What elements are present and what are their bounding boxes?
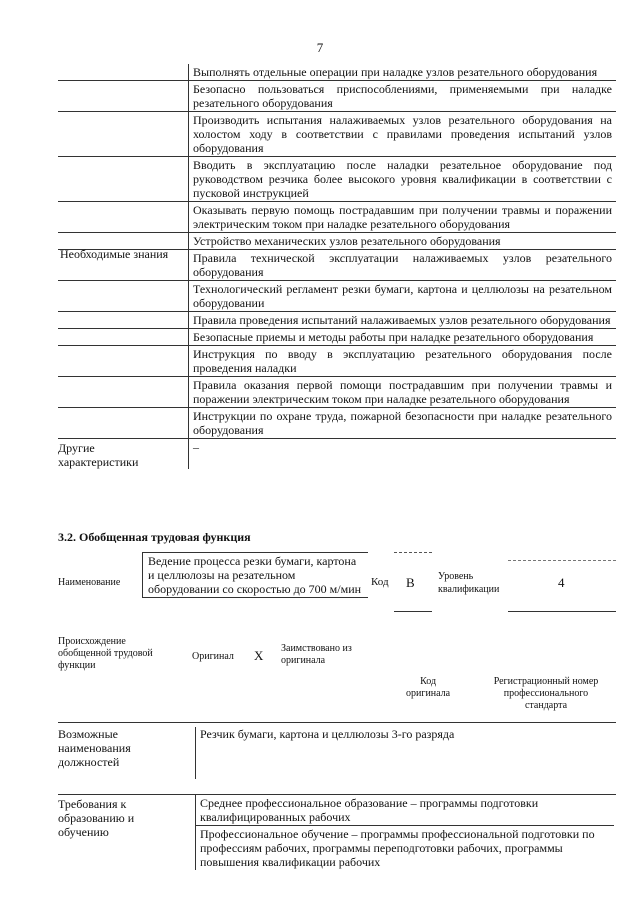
section-title: 3.2. Обобщенная трудовая функция	[58, 530, 251, 544]
table-row	[58, 112, 616, 157]
knowledge-item: Инструкции по охране труда, пожарной безопасности при наладке резательного оборудования	[188, 408, 616, 438]
skills-knowledge-table	[58, 64, 616, 469]
job-titles-row	[58, 722, 616, 783]
other-characteristics-row	[58, 439, 616, 469]
other-characteristics-label: Другие характеристики	[58, 441, 139, 469]
level-value-cell	[508, 560, 616, 612]
job-titles-label: Возможные наименования должностей	[58, 727, 131, 769]
level-label: Уровень квалификации	[438, 571, 500, 595]
knowledge-item: Правила оказания первой помощи пострадавшим при получении травмы и поражении электрическим током при наладке резательного оборудования	[188, 377, 616, 407]
skill-item: Оказывать первую помощь пострадавшим при получении травмы и поражении электрическим током при наладке резательного оборудования	[188, 202, 616, 232]
skill-item: Производить испытания налаживаемых узлов резательного оборудования на холостом ходу в соответствии с правилами проведения испытаний узлов оборудования	[188, 112, 616, 156]
table-row	[58, 202, 616, 233]
knowledge-item: Правила технической эксплуатации налаживаемых узлов резательного оборудования	[188, 250, 616, 280]
borrowed-label: Заимствовано из оригинала	[281, 643, 352, 666]
table-row	[58, 377, 616, 408]
table-row	[58, 408, 616, 439]
original-code-label: Код оригинала	[406, 676, 451, 699]
table-row	[58, 312, 616, 329]
knowledge-item: Инструкция по вводу в эксплуатацию резательного оборудования после проведения наладки	[188, 346, 616, 376]
table-row	[58, 329, 616, 346]
knowledge-item: Безопасные приемы и методы работы при наладке резательного оборудования	[188, 329, 616, 345]
skill-item: Выполнять отдельные операции при наладке узлов резательного оборудования	[188, 64, 616, 80]
table-row	[58, 233, 616, 250]
registration-number-label: Регистрационный номер профессионального стандарта	[493, 676, 599, 711]
education-values	[195, 795, 614, 870]
knowledge-item: Правила проведения испытаний налаживаемых узлов резательного оборудования	[188, 312, 616, 328]
knowledge-item: Технологический регламент резки бумаги, картона и целлюлозы на резательном оборудовании	[188, 281, 616, 311]
origin-label: Происхождение обобщенной трудовой функции	[58, 636, 153, 671]
original-label: Оригинал	[192, 651, 234, 662]
function-name: Ведение процесса резки бумаги, картона и целлюлозы на резательном оборудовании со скоростью до 700 м/мин	[142, 552, 368, 598]
code-label: Код	[371, 576, 389, 588]
skill-item: Вводить в эксплуатацию после наладки резательное оборудование под руководством резчика более высокого уровня квалификации в соответствии с пусковой инструкцией	[188, 157, 616, 201]
table-row	[58, 157, 616, 202]
skill-item: Безопасно пользоваться приспособлениями, применяемыми при наладке резательного оборудования	[188, 81, 616, 111]
table-row	[58, 281, 616, 312]
code-value-cell	[394, 552, 432, 612]
table-row	[58, 64, 616, 81]
origin-row	[58, 636, 616, 716]
table-row	[58, 346, 616, 377]
name-label: Наименование	[58, 577, 121, 588]
knowledge-label: Необходимые знания	[60, 247, 169, 261]
education-item: Среднее профессиональное образование – программы подготовки квалифицированных рабочих	[196, 795, 614, 826]
page-number: 7	[316, 40, 324, 55]
generalized-function-row	[58, 552, 616, 614]
table-row	[58, 250, 616, 281]
code-value: B	[406, 575, 415, 590]
job-titles-value: Резчик бумаги, картона и целлюлозы 3-го разряда	[195, 727, 454, 779]
education-item: Профессиональное обучение – программы профессиональной подготовки по профессиям рабочих, программы переподготовки рабочих, программы повышения квалификации рабочих	[200, 827, 595, 869]
other-characteristics-value: –	[188, 439, 616, 469]
education-label: Требования к образованию и обучению	[58, 797, 135, 839]
level-value: 4	[558, 575, 565, 590]
table-row	[58, 81, 616, 112]
original-mark: X	[254, 648, 264, 663]
education-row	[58, 794, 616, 895]
knowledge-item: Устройство механических узлов резательного оборудования	[188, 233, 616, 249]
